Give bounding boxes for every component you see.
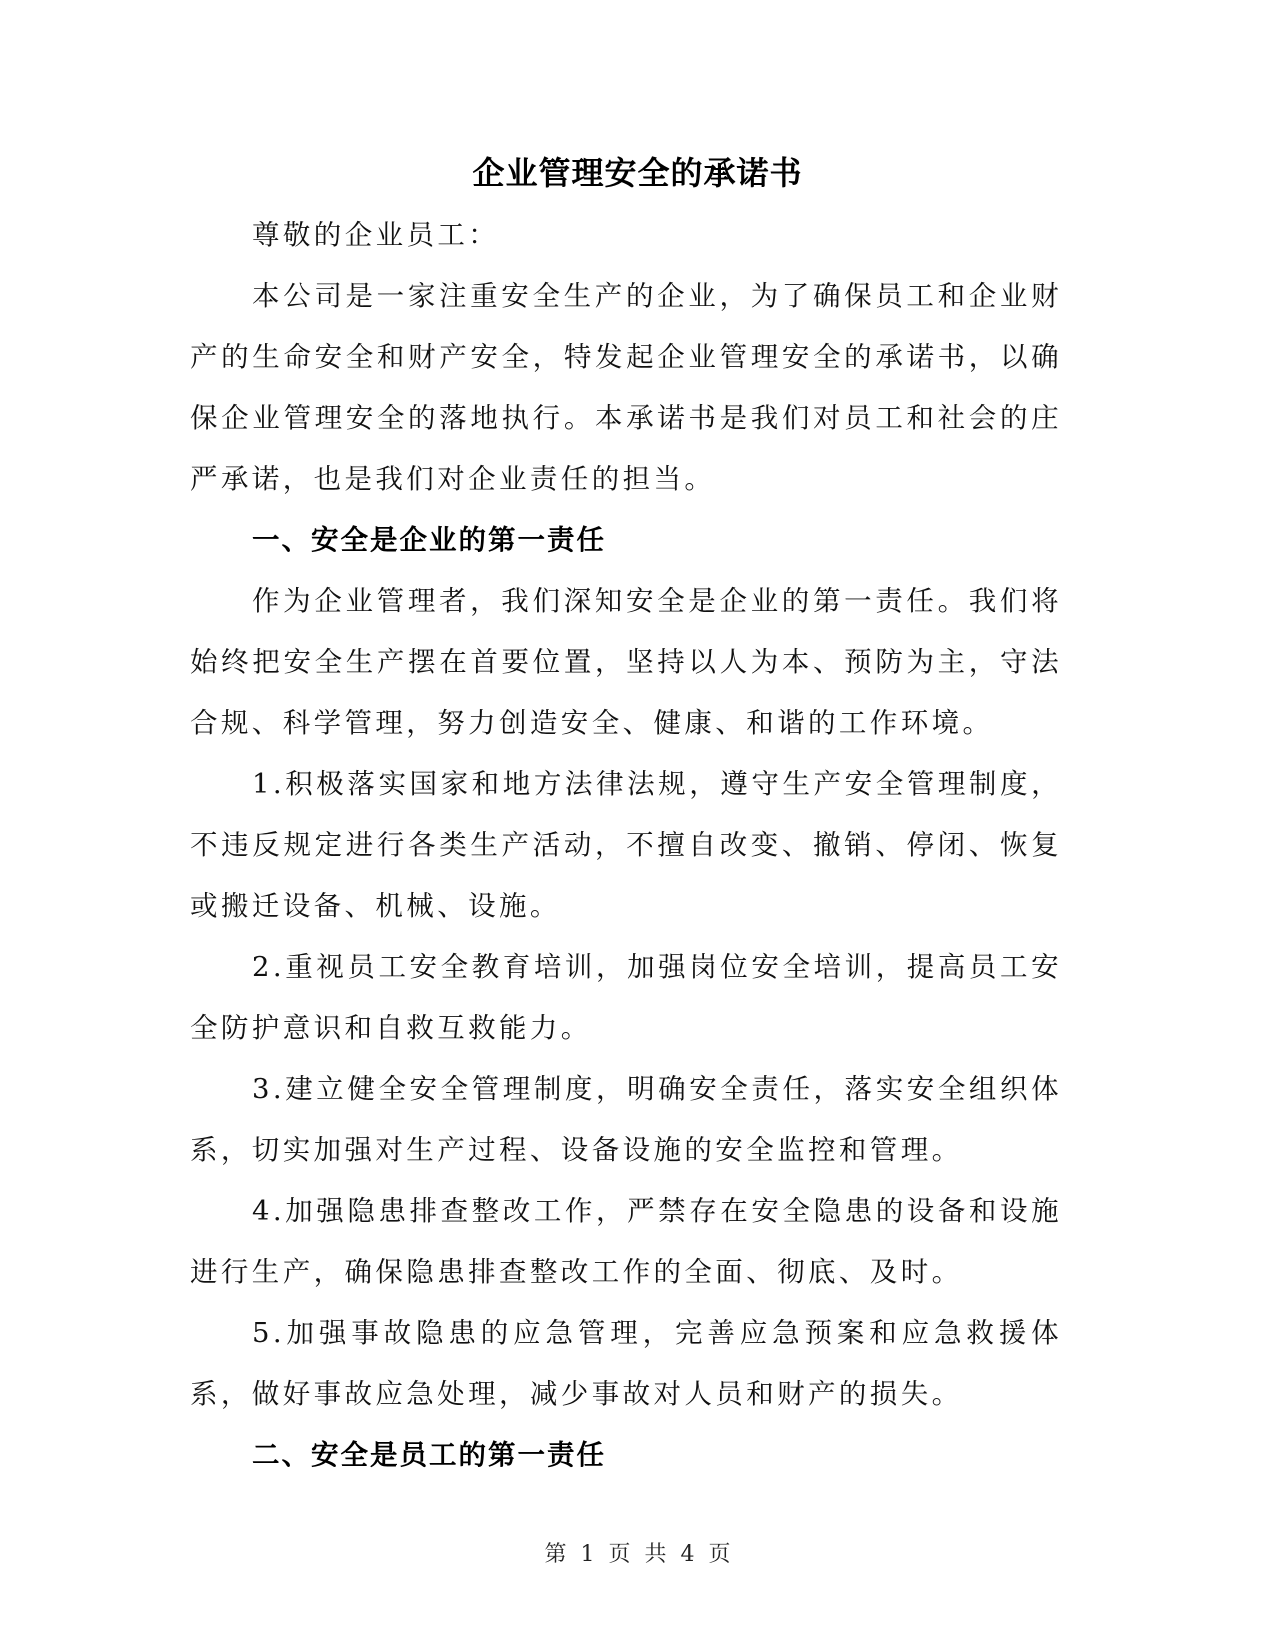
- section-1-intro: 作为企业管理者，我们深知安全是企业的第一责任。我们将始终把安全生产摆在首要位置，坚持以人为本、预防为主，守法合规、科学管理，努力创造安全、健康、和谐的工作环境。: [190, 585, 1062, 739]
- page-prefix: 第: [544, 1542, 567, 1567]
- list-item-1: 1.积极落实国家和地方法律法规，遵守生产安全管理制度，不违反规定进行各类生产活动，不擅自改变、撤销、停闭、恢复或搬迁设备、机械、设施。: [190, 768, 1062, 922]
- page-unit: 页: [608, 1542, 631, 1567]
- document-title: 企业管理安全的承诺书: [472, 154, 803, 192]
- list-item-2: 2.重视员工安全教育培训，加强岗位安全培训，提高员工安全防护意识和自救互救能力。: [190, 951, 1062, 1044]
- total-unit: 页: [708, 1542, 731, 1567]
- intro-paragraph: 本公司是一家注重安全生产的企业，为了确保员工和企业财产的生命安全和财产安全，特发起企业管理安全的承诺书，以确保企业管理安全的落地执行。本承诺书是我们对员工和社会的庄严承诺，也是我们对企业责任的担当。: [190, 280, 1062, 495]
- salutation: 尊敬的企业员工：: [252, 219, 500, 251]
- list-item-4: 4.加强隐患排查整改工作，严禁存在安全隐患的设备和设施进行生产，确保隐患排查整改工作的全面、彻底、及时。: [190, 1195, 1062, 1288]
- page-number: 1: [580, 1542, 595, 1567]
- section-heading-2: 二、安全是员工的第一责任: [252, 1439, 606, 1471]
- list-item-5: 5.加强事故隐患的应急管理，完善应急预案和应急救援体系，做好事故应急处理，减少事故对人员和财产的损失。: [190, 1317, 1062, 1410]
- section-heading-1: 一、安全是企业的第一责任: [252, 524, 606, 556]
- total-prefix: 共: [644, 1542, 667, 1567]
- total-pages: 4: [680, 1542, 695, 1567]
- document-body: [190, 205, 1062, 1486]
- page-footer: [0, 1540, 1275, 1570]
- list-item-3: 3.建立健全安全管理制度，明确安全责任，落实安全组织体系，切实加强对生产过程、设备设施的安全监控和管理。: [190, 1073, 1062, 1166]
